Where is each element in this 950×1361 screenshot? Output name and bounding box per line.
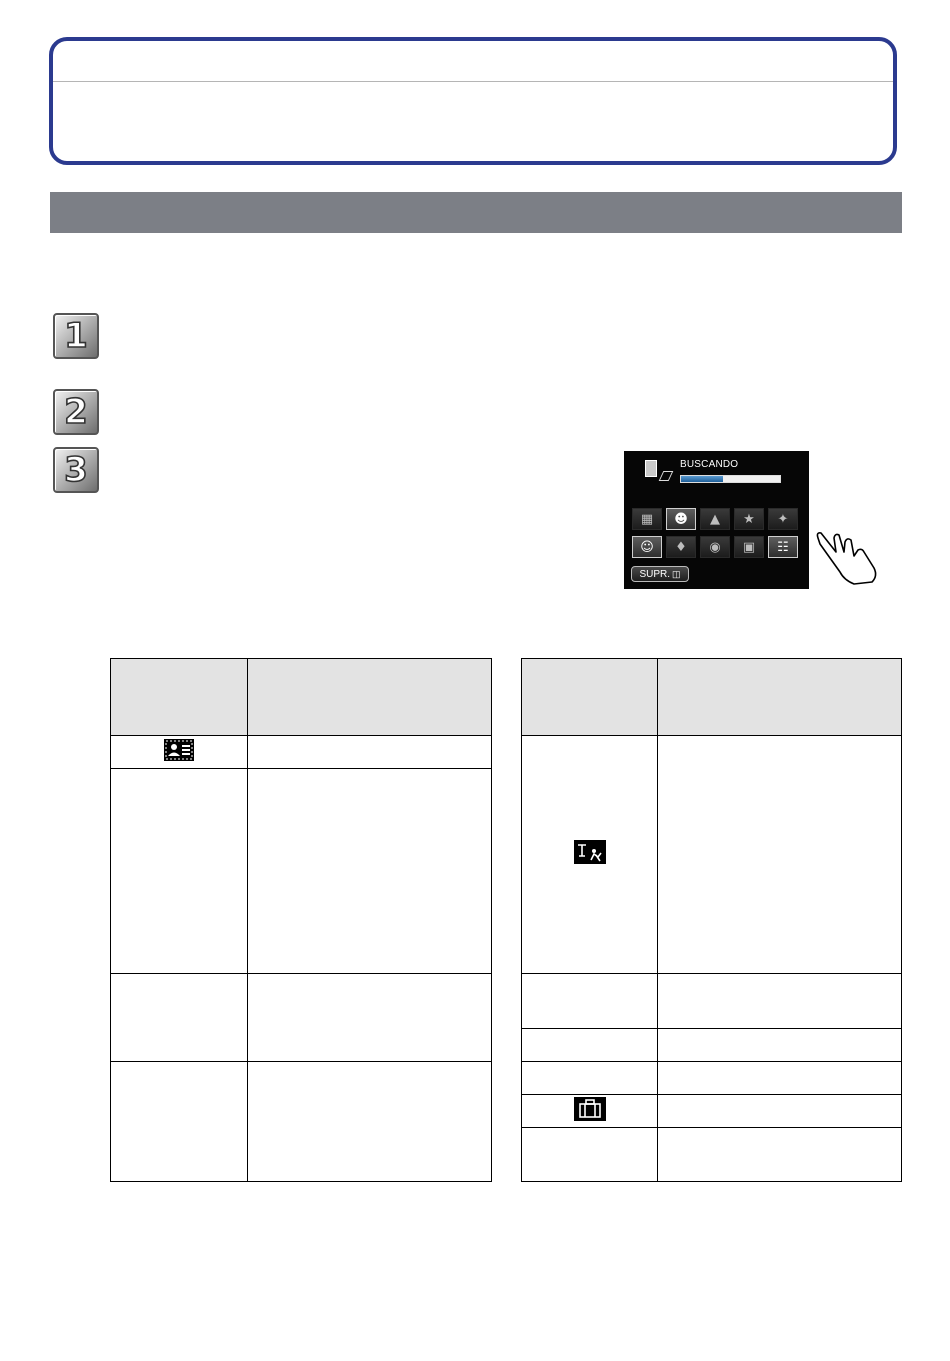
event-icon[interactable]: ✦ — [768, 508, 798, 530]
table-cell-icon — [522, 1029, 658, 1062]
travel-icon[interactable]: ▣ — [734, 536, 764, 558]
table-row — [111, 769, 492, 974]
table-cell-icon — [522, 736, 658, 974]
travel-icon — [574, 1097, 606, 1121]
table-row — [522, 736, 902, 974]
table-cell-desc — [248, 736, 492, 769]
table-cell-icon — [111, 736, 248, 769]
step-3-badge: 3 — [53, 447, 99, 493]
search-status-text: BUSCANDO — [680, 459, 739, 470]
table-cell-desc — [658, 974, 902, 1029]
table-cell-icon — [522, 974, 658, 1029]
table-cell-desc — [658, 1128, 902, 1182]
search-progress-bar — [680, 475, 781, 483]
baby-icon[interactable]: ☺ — [632, 536, 662, 558]
picture-icon — [659, 471, 674, 481]
page-title-box — [49, 37, 897, 165]
table-cell-desc — [658, 1062, 902, 1095]
title-divider — [53, 81, 893, 82]
table-row — [522, 974, 902, 1029]
touch-hand-icon — [814, 528, 884, 586]
table-cell-desc — [248, 769, 492, 974]
trash-icon: ◫ — [672, 568, 681, 579]
table-right-header-icon — [522, 659, 658, 736]
step-1-badge: 1 — [53, 313, 99, 359]
event-icon — [574, 840, 606, 864]
face-recognition-icon[interactable]: ☻ — [666, 508, 696, 530]
table-cell-icon — [111, 1062, 248, 1182]
table-row — [522, 1062, 902, 1095]
table-left-header-icon — [111, 659, 248, 736]
table-row — [111, 736, 492, 769]
category-table-left — [110, 658, 492, 1182]
table-cell-desc — [658, 1029, 902, 1062]
food-icon[interactable]: ◉ — [700, 536, 730, 558]
scenery-icon[interactable]: ▲ — [700, 508, 730, 530]
motion-picture-icon[interactable]: ☷ — [768, 536, 798, 558]
delete-button[interactable] — [631, 566, 689, 582]
camera-search-screen — [624, 451, 809, 589]
table-right-header-desc — [658, 659, 902, 736]
table-cell-icon — [522, 1128, 658, 1182]
table-cell-desc — [658, 1095, 902, 1128]
table-cell-icon — [111, 974, 248, 1062]
table-row — [522, 1095, 902, 1128]
table-cell-desc — [248, 974, 492, 1062]
table-left-header-desc — [248, 659, 492, 736]
table-cell-icon — [522, 1062, 658, 1095]
table-row — [111, 974, 492, 1062]
delete-button-label: SUPR. — [639, 568, 671, 580]
table-cell-icon — [522, 1095, 658, 1128]
portrait-list-icon — [164, 739, 194, 761]
memory-card-icon — [645, 460, 657, 477]
table-cell-desc — [658, 736, 902, 974]
section-header-bar — [50, 192, 902, 233]
step-2-badge: 2 — [53, 389, 99, 435]
night-portrait-icon[interactable]: ★ — [734, 508, 764, 530]
table-cell-desc — [248, 1062, 492, 1182]
table-row — [522, 1029, 902, 1062]
table-row — [111, 1062, 492, 1182]
portrait-list-icon[interactable]: ▦ — [632, 508, 662, 530]
category-table-right — [521, 658, 902, 1182]
search-progress-fill — [681, 476, 723, 482]
table-row — [522, 1128, 902, 1182]
pet-icon[interactable]: ♦ — [666, 536, 696, 558]
table-cell-icon — [111, 769, 248, 974]
